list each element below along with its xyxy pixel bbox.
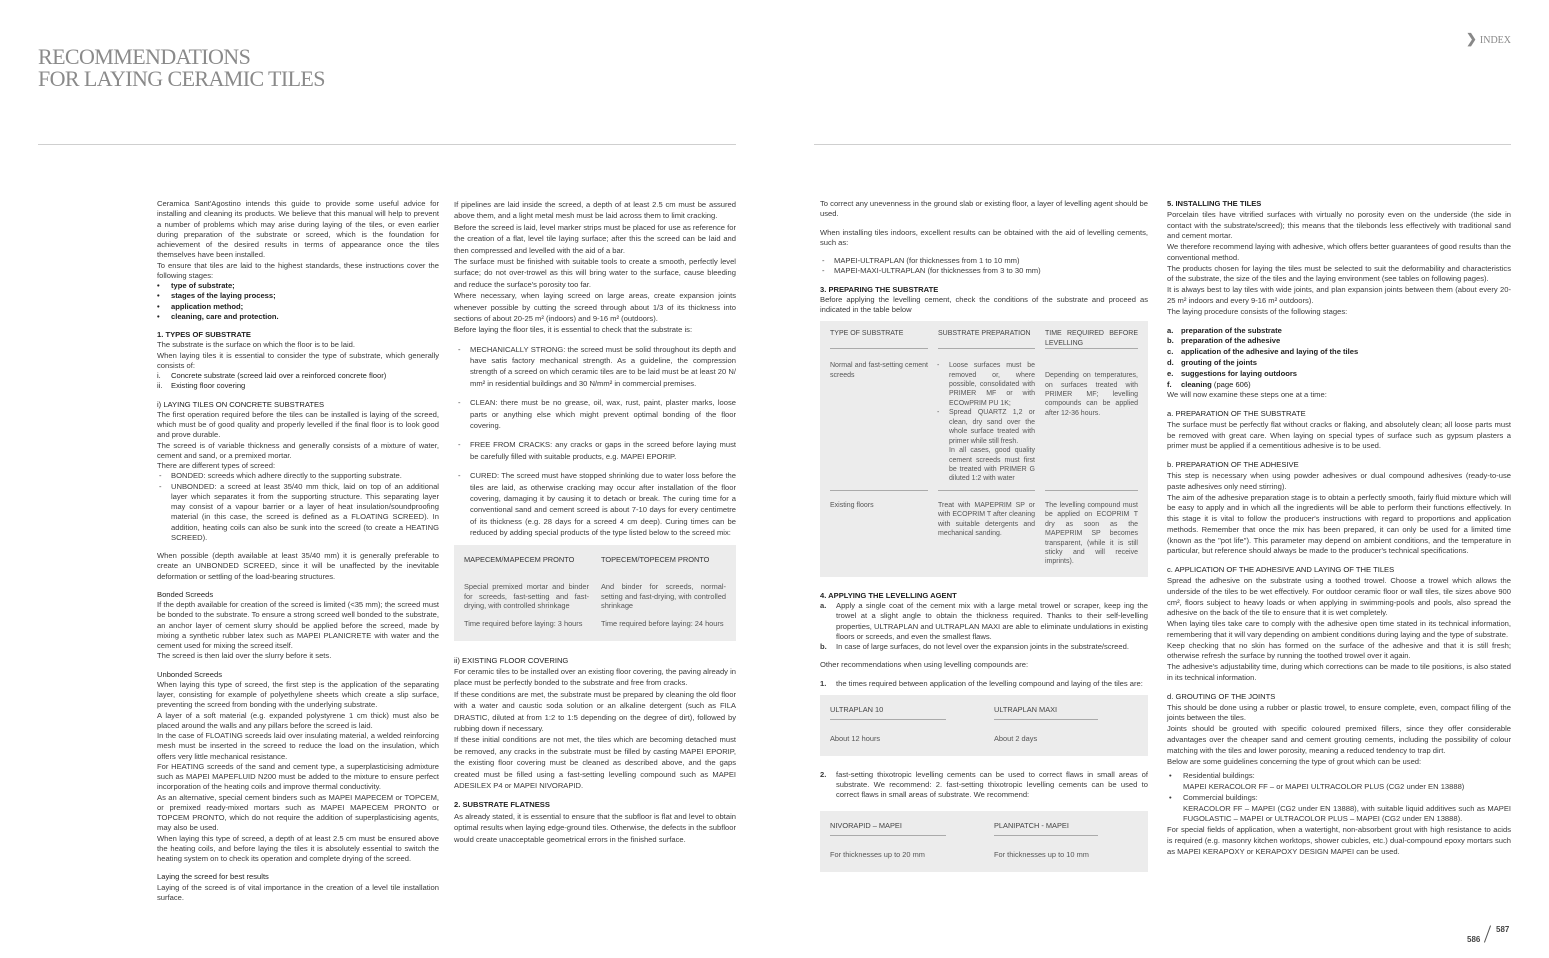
- subsection-heading: d. GROUTING OF THE JOINTS: [1167, 691, 1276, 701]
- table-cell: Normal and fast-setting cement screeds: [830, 349, 928, 491]
- list-item: - MAPEI-MAXI-ULTRAPLAN (for thicknesses from 3 to 30 mm): [834, 266, 1148, 276]
- list-item: [820, 642, 1148, 652]
- table-header: PLANIPATCH - MAPEI: [994, 821, 1098, 836]
- list-item: [1167, 368, 1511, 380]
- paragraph: When possible (depth available at least 35/40 mm) it is generally preferable to create an UNBONDED SCREED, since it will be unaffected by the inevitable deformation or settling of the load-bearing structures.: [157, 551, 439, 581]
- page-title: [38, 46, 325, 90]
- paragraph: It is always best to lay tiles with wide joints, and plan expansion joints between them (about every 20-25 m² indoors and every 9-16 m² outdoors).: [1167, 285, 1511, 306]
- paragraph: For special fields of application, when a watertight, non-absorbent grout with high resistance to acids is required (e.g. masonry kitchen worktops, shower cubicles, etc.) dual-compound epoxy mortars such as MAPEI KERAPOXY or KERAPOXY DESIGN MAPEI can be used.: [1167, 825, 1511, 856]
- paragraph: The surface must be perfectly flat without cracks or flaking, and absolutely clean; all loose parts must be removed with great care. When laying on special types of surface such as gypsum plasters a primer must be applied if a cementitious adhesive is to be used.: [1167, 419, 1511, 451]
- paragraph: If these initial conditions are not met, the tiles which are becoming detached must be removed, any cracks in the substrate must be filled by casting MAPEI EPORIP, the existing floor covering must be cleaned as described above, and the gaps created must be filled using a fast-setting levelling compound such as MAPEI ADESILEX P4 or MAPEI NIVORAPID.: [454, 735, 736, 790]
- paragraph: This should be done using a rubber or plastic trowel, to ensure complete, even, compact filling of the joints between the tiles.: [1167, 702, 1511, 723]
- paragraph: Before laying the floor tiles, it is essential to check that the substrate is:: [454, 325, 693, 335]
- paragraph: For ceramic tiles to be installed over an existing floor covering, the paving already in place must be perfectly bonded to the substrate and free from cracks.: [454, 667, 736, 688]
- subsection-heading: ii) EXISTING FLOOR COVERING: [454, 655, 569, 665]
- table-header: TYPE OF SUBSTRATE: [830, 329, 928, 349]
- substrate-list: [157, 371, 439, 392]
- levelling-list: [820, 256, 1148, 277]
- intro-paragraph: Ceramica Sant'Agostino intends this guide to provide some useful advice for installing and cleaning its products. We believe that this manual will help to prevent a number of problems which may arise during laying of the tiles, or even earlier during preparation of the substrate or screed, which is the foundation for achievement of the desired results in terms of appearance once the tiles themselves have been installed.: [157, 199, 439, 260]
- subsection-heading: c. APPLICATION OF THE ADHESIVE AND LAYING OF THE TILES: [1167, 565, 1395, 575]
- section-heading: 2. SUBSTRATE FLATNESS: [454, 800, 550, 810]
- paragraph: Other recommendations when using levelling compounds are:: [820, 660, 1029, 670]
- page-separator: [1484, 925, 1491, 942]
- list-item: [1167, 347, 1511, 358]
- paragraph: The aim of the adhesive preparation stage is to obtain a perfectly smooth, fairly fluid mixture which will be easy to apply and in which all the ingredients will be able to perform their functions effectively. In this stage it is vital to follow the producer's instructions with regard to proportions and application methods. Remember that once the mix has been prepared, it can only be used for a limited time (known as the "pot life"). This parameter may depend on ambient conditions, and the temperature in particular, but reference should always be made to the producer's technical specifications.: [1167, 492, 1511, 556]
- paragraph: As already stated, it is essential to ensure that the subfloor is flat and level to obtain optimal results when laying edge-ground tiles. Otherwise, the defects in the subfloor would create unacceptable geometrical errors in the finished surface.: [454, 811, 736, 844]
- list-text: Apply a single coat of the cement mix with a large metal trowel or scraper, keep ing the trowel at a slight angle to obtain the thickness required. Thanks to their self-levelling properties, ULTRAPLAN and ULTRAPLAN MAXI are able to eliminate undulations in existing floors or screeds, and even the smallest flaws.: [836, 601, 1148, 641]
- list-label: d.: [1167, 357, 1174, 367]
- paragraph: Spread the adhesive on the substrate using a toothed trowel. Choose a trowel which allows the underside of the tiles to be wet effectively. For outdoor ceramic floor or wall tiles, tile sizes above 900 cm², floors subject to heavy loads or when applying in swimming-pools and pools, also spread the adhesive on the back of the tile to ensure that it is wet completely.: [1167, 576, 1511, 618]
- list-text: KERACOLOR FF – MAPEI (CG2 under EN 13888), with suitable liquid additives such as MAPEI FUGOLASTIC – MAPEI or ULTRACOLOR PLUS – MAPEI (CG2 under EN 13888).: [1183, 803, 1511, 824]
- paragraph: The laying procedure consists of the following stages:: [1167, 306, 1348, 316]
- paragraph: The first operation required before the tiles can be installed is laying of the screed, which must be of good quality and properly levelled if the final floor is to look good and prove durable.: [157, 409, 439, 440]
- column-2: [454, 199, 736, 845]
- paragraph: Where necessary, when laying screed on large areas, create expansion joints whenever possible by cutting the screed through about 1/3 of its thickness into sections of about 20-25 m² (indoors) and 9-16 m² (outdoors).: [454, 291, 736, 323]
- list-label: c.: [1167, 347, 1174, 357]
- subsection-heading: a. PREPARATION OF THE SUBSTRATE: [1167, 409, 1306, 419]
- list-text: Concrete substrate (screed laid over a reinforced concrete floor): [171, 371, 387, 380]
- table-note: In all cases, good quality cement screeds must first be treated with PRIMER G diluted 1:2 with water: [949, 447, 1035, 483]
- table-cell: Existing floors: [830, 501, 874, 509]
- table-cell: [938, 349, 1035, 491]
- paragraph: Porcelain tiles have vitrified surfaces with virtually no porosity even on the underside (the side in contact with the substrate/screed); this means that the tilebonds less effectively with traditional sand and cement mortar.: [1167, 209, 1511, 241]
- paragraph: The surface must be finished with suitable tools to create a smooth, perfectly level surface; do not over-trowel as this will bring water to the surface, cause bleeding and reduce the surface's porosity too far.: [454, 256, 736, 289]
- list-item: [157, 381, 439, 391]
- list-item: - BONDED: screeds which adhere directly to the supporting substrate.: [171, 471, 439, 481]
- list-label: a.: [820, 601, 827, 611]
- intro-paragraph-2: To ensure that tiles are laid to the highest standards, these instructions cover the following stages:: [157, 260, 439, 280]
- subsection-heading: Bonded Screeds: [157, 589, 214, 599]
- list-heading: • Commercial buildings:: [1183, 792, 1258, 802]
- table-cell: About 12 hours: [830, 733, 881, 743]
- table-cell: For thicknesses up to 10 mm: [994, 849, 1089, 859]
- table-cell: Depending on temperatures, on surfaces treated with PRIMER MF; levelling compounds can be applied after 12-36 hours.: [1045, 349, 1138, 491]
- stages-list: [157, 281, 439, 322]
- procedure-list: [1167, 326, 1511, 391]
- paragraph: We will now examine these steps one at a time:: [1167, 390, 1327, 400]
- list-label: b.: [1167, 336, 1174, 346]
- list-text: preparation of the substrate: [1181, 325, 1282, 335]
- list-text: In case of large surfaces, do not level over the expansion joints in the substrate/screed.: [836, 642, 1129, 652]
- table-cell: Treat with MAPEPRIM SP or with ECOPRIM T after cleaning with suitable detergents and mechanical sanding.: [938, 501, 1036, 538]
- paragraph: If the depth available for creation of the screed is limited (<35 mm); the screed must be bonded to the substrate. To ensure a strong screed well bonded to the substrate, an anchor layer of cement slurry should be applied before the screed, made by mixing a synthetic rubber latex such as MAPEI PLANICRETE with water and the cement used for mixing the screed itself.: [157, 600, 439, 650]
- title-line-2: FOR LAYING CERAMIC TILES: [38, 66, 325, 91]
- index-link[interactable]: [1466, 30, 1511, 48]
- paragraph: A layer of a soft material (e.g. expanded polystyrene 1 cm thick) must also be placed around the walls and any pillars before the screed is laid.: [157, 710, 439, 730]
- list-label: a.: [1167, 325, 1174, 335]
- subsection-heading: i) LAYING TILES ON CONCRETE SUBSTRATES: [157, 399, 325, 409]
- list-item: [820, 679, 1148, 689]
- list-item: - MECHANICALLY STRONG: the screed must be solid throughout its depth and have satis factory mechanical strength. As a guideline, the compression strength of a screed on which ceramic tiles are to be laid must be at least 20 N/ mm² in residential buildings and 30 N/mm² in commercial premises.: [470, 344, 736, 390]
- substrate-table: [820, 321, 1148, 577]
- paragraph: When laying tiles take care to comply with the adhesive open time stated in its technical information, remembering that it will vary depending on ambient conditions during laying and the type of substrate.: [1167, 619, 1511, 639]
- page-number-left: 586: [1467, 935, 1481, 944]
- list-text: application of the adhesive and laying of the tiles: [1181, 347, 1359, 357]
- paragraph: When laying this type of screed, a depth of at least 2.5 cm must be ensured above the heating coils, and before laying the tiles it is absolutely essential to switch the heating system on to check its operation and complete drying of the screed.: [157, 833, 439, 863]
- screed-types-list: [157, 471, 439, 543]
- paragraph: When laying tiles it is essential to consider the type of substrate, which generally consists of:: [157, 350, 439, 370]
- table-header: TOPECEM/TOPECEM PRONTO: [601, 554, 710, 564]
- grout-list: [1167, 771, 1511, 825]
- table-cell: About 2 days: [994, 733, 1038, 743]
- section-heading: 5. INSTALLING THE TILES: [1167, 199, 1262, 208]
- table-header: ULTRAPLAN MAXI: [994, 705, 1098, 720]
- paragraph: If these conditions are met, the substrate must be prepared by cleaning the old floor with a water and caustic soda solution or an alkaline detergent (such as FILA DRASTIC, diluted at from 1:2 to 1:5 depending on the degree of dirt), followed by rubbing down if necessary.: [454, 689, 736, 734]
- nivorapid-table: [820, 811, 1148, 872]
- ultraplan-table: [820, 695, 1148, 756]
- list-text: MAPEI KERACOLOR FF – or MAPEI ULTRACOLOR PLUS (CG2 under EN 13888): [1183, 782, 1465, 792]
- subsection-heading: b. PREPARATION OF THE ADHESIVE: [1167, 460, 1299, 470]
- column-3: [820, 199, 1148, 878]
- list-label: 2.: [820, 769, 827, 779]
- list-item: [820, 601, 1148, 642]
- list-item: - Loose surfaces must be removed or, where possible, consolidated with PRIMER MF or with ECOwPRIM PU 1K;: [949, 361, 1035, 408]
- paragraph: As an alternative, special cement binders such as MAPEI MAPECEM or TOPCEM, or premixed ready-mixed mortars such as MAPEI MAPECEM PRONTO or TOPCEM PRONTO, which do not require the addition of superplasticising agents, may also be used.: [157, 792, 439, 833]
- list-text: Existing floor covering: [171, 381, 246, 391]
- list-item: • stages of the laying process;: [171, 291, 439, 301]
- list-item: [820, 770, 1148, 801]
- paragraph: This step is necessary when using powder adhesives or dual compound adhesives (ready-to-use paste adhesives only need stirring).: [1167, 470, 1511, 491]
- paragraph: Before the screed is laid, level marker strips must be placed for use as reference for the creation of a flat, level tile laying surface; after this the screed can be laid and then compressed and levelled with the aid of a bar.: [454, 222, 736, 255]
- table-header: ULTRAPLAN 10: [830, 705, 946, 720]
- list-text: suggestions for laying outdoors: [1181, 368, 1298, 378]
- list-item: - Spread QUARTZ 1,2 or clean, dry sand over the whole surface treated with primer while still fresh.: [949, 408, 1035, 446]
- list-label: 1.: [820, 678, 827, 688]
- paragraph: Below are some guidelines concerning the type of grout which can be used:: [1167, 756, 1422, 766]
- paragraph: When installing tiles indoors, excellent results can be obtained with the aid of levelling cements, such as:: [820, 227, 1148, 247]
- list-item: [1167, 325, 1511, 337]
- list-heading: • Residential buildings:: [1183, 771, 1255, 781]
- paragraph: For HEATING screeds of the sand and cement type, a superplasticising admixture such as MAPEI MAPEFLUID N200 must be added to the mixture to ensure perfect incorporation of the heating coils and improve thermal conductivity.: [157, 761, 439, 792]
- table-cell: And binder for screeds, normal-setting and fast-drying, with controlled shrinkage: [601, 582, 726, 611]
- paragraph: In the case of FLOATING screeds laid over insulating material, a welded reinforcing mesh must be inserted in the screed to reduce the load on the insulation, which offers very little mechanical resistance.: [157, 731, 439, 761]
- paragraph: We therefore recommend laying with adhesive, which offers better guarantees of good results than the conventional method.: [1167, 242, 1511, 262]
- list-item: - FREE FROM CRACKS: any cracks or gaps in the screed before laying must be carefully filled with suitable products, e.g. MAPEI EPORIP.: [470, 439, 736, 462]
- list-item: - MAPEI-ULTRAPLAN (for thicknesses from 1 to 10 mm): [834, 256, 1148, 266]
- paragraph: Joints should be grouted with specific coloured premixed fillers, since they offer considerable advantages over the cheaper sand and cement grouting cements, including the possibility of colour matching with the tiles and lower porosity, meaning a reduced tendency to trap dirt.: [1167, 724, 1511, 755]
- table-header: TIME REQUIRED BEFORE LEVELLING: [1045, 329, 1138, 349]
- list-text: preparation of the adhesive: [1181, 336, 1281, 346]
- list-item: [1167, 379, 1511, 391]
- list-item: [1183, 771, 1511, 793]
- list-item: [157, 371, 439, 381]
- list-item: - CLEAN: there must be no grease, oil, wax, rust, paint, plaster marks, loose parts or anything else which might prevent optimal bonding of the floor covering.: [470, 397, 736, 431]
- paragraph: The products chosen for laying the tiles must be selected to suit the deformability and characteristics of the substrate, the size of the tiles and the laying environment (see tables on following pages).: [1167, 263, 1511, 284]
- list-item: [1183, 793, 1511, 825]
- list-text: cleaning: [1181, 379, 1212, 389]
- list-text: grouting of the joints: [1181, 357, 1257, 367]
- mapecem-table: [454, 545, 736, 641]
- section-heading: 3. PREPARING THE SUBSTRATE: [820, 284, 939, 294]
- list-item: - CURED: The screed must have stopped shrinking due to water loss before the tiles are laid, as otherwise cracking may occur after installation of the floor covering, damaging it by causing it to detach or break. The curing time for a conventional sand and cement screed is about 7-10 days for every centimetre of its thickness (e.g. 28 days for a screed 4 cm deep). Curing times can be reduced by adding special products of the type listed below to the screed mix:: [470, 470, 736, 538]
- list-item: • application method;: [171, 302, 439, 312]
- list-text: the times required between application of the levelling compound and laying of the tiles are:: [836, 678, 1143, 688]
- list-item: - UNBONDED: a screed at least 35/40 mm thick, laid on top of an additional layer which separates it from the supporting structure. This separating layer may consist of a vapour barrier or a layer of heat insulation/soundproofing material (in this case, the screed is defined as a FLOATING SCREED). In addition, heating coils can also be sunk into the screed (to create a HEATING SCREED).: [171, 482, 439, 544]
- list-label: b.: [820, 642, 827, 652]
- paragraph: The substrate is the surface on which the floor is to be laid.: [157, 340, 355, 350]
- substrate-checks-list: [454, 344, 736, 539]
- subsection-heading: Unbonded Screeds: [157, 669, 223, 679]
- table-cell: Time required before laying: 3 hours: [464, 619, 583, 629]
- table-cell: Special premixed mortar and binder for screeds, fast-setting and fast-drying, with controlled shrinkage: [464, 582, 589, 611]
- list-item: [1167, 357, 1511, 369]
- list-text: fast-setting thixotropic levelling cements can be used to correct flaws in small areas of substrate. We recommend: 2. fast-setting thixotropic levelling cements can be used to correct flaws in small areas of substrate. We recommend:: [836, 769, 1148, 800]
- table-header: NIVORAPID – MAPEI: [830, 821, 946, 836]
- column-1: [157, 199, 439, 903]
- index-arrow-icon: ❯: [1465, 31, 1477, 46]
- paragraph: The screed is of variable thickness and generally consists of a mixture of water, cement and sand, or a premixed mortar.: [157, 440, 439, 460]
- table-header: MAPECEM/MAPECEM PRONTO: [464, 554, 575, 564]
- list-item: [1167, 336, 1511, 347]
- title-line-1: RECOMMENDATIONS: [38, 44, 251, 69]
- divider-left: [38, 144, 736, 145]
- divider-right: [814, 144, 1511, 145]
- list-label: f.: [1167, 379, 1172, 389]
- paragraph: Keep checking that no skin has formed on the surface of the adhesive and that it is still fresh; otherwise refresh the surface by running the toothed trowel over it again.: [1167, 640, 1511, 661]
- subsection-heading: Laying the screed for best results: [157, 872, 269, 882]
- list-label: e.: [1167, 368, 1174, 378]
- table-header: SUBSTRATE PREPARATION: [938, 329, 1035, 349]
- list-item: • cleaning, care and protection.: [171, 312, 439, 322]
- table-cell: For thicknesses up to 20 mm: [830, 849, 925, 859]
- section-heading: 4. APPLYING THE LEVELLING AGENT: [820, 590, 957, 600]
- index-label: INDEX: [1479, 35, 1511, 46]
- list-label: ii.: [157, 381, 163, 391]
- paragraph: To correct any unevenness in the ground slab or existing floor, a layer of levelling agent should be used.: [820, 199, 1148, 219]
- list-item: • type of substrate;: [171, 281, 439, 291]
- list-label: i.: [157, 371, 161, 380]
- paragraph: When laying this type of screed, the first step is the application of the separating layer, consisting for example of polyethylene sheets which create a slip surface, preventing the screed from bonding with the underlying substrate.: [157, 679, 439, 710]
- column-4: [1167, 199, 1511, 858]
- paragraph: The adhesive's adjustability time, during which corrections can be made to tile positions, is also stated in its technical information.: [1167, 662, 1511, 683]
- paragraph: Before applying the levelling cement, check the conditions of the substrate and proceed as indicated in the table below: [820, 294, 1148, 314]
- table-cell: Time required before laying: 24 hours: [601, 619, 724, 629]
- paragraph: Laying of the screed is of vital importance in the creation of a level tile installation surface.: [157, 882, 439, 902]
- page-number-right: 587: [1496, 925, 1510, 934]
- page-reference: (page 606): [1211, 379, 1251, 389]
- section-heading: 1. TYPES OF SUBSTRATE: [157, 330, 251, 339]
- paragraph: There are different types of screed:: [157, 461, 276, 470]
- table-cell: The levelling compound must be applied on ECOPRIM T dry as soon as the MAPEPRIM SP becomes transparent, (while it is still sticky and will receive imprints).: [1045, 501, 1138, 566]
- paragraph: The screed is then laid over the slurry before it sets.: [157, 651, 332, 661]
- paragraph: If pipelines are laid inside the screed, a depth of at least 2.5 cm must be assured above them, and a light metal mesh must be laid across them to limit cracking.: [454, 200, 736, 221]
